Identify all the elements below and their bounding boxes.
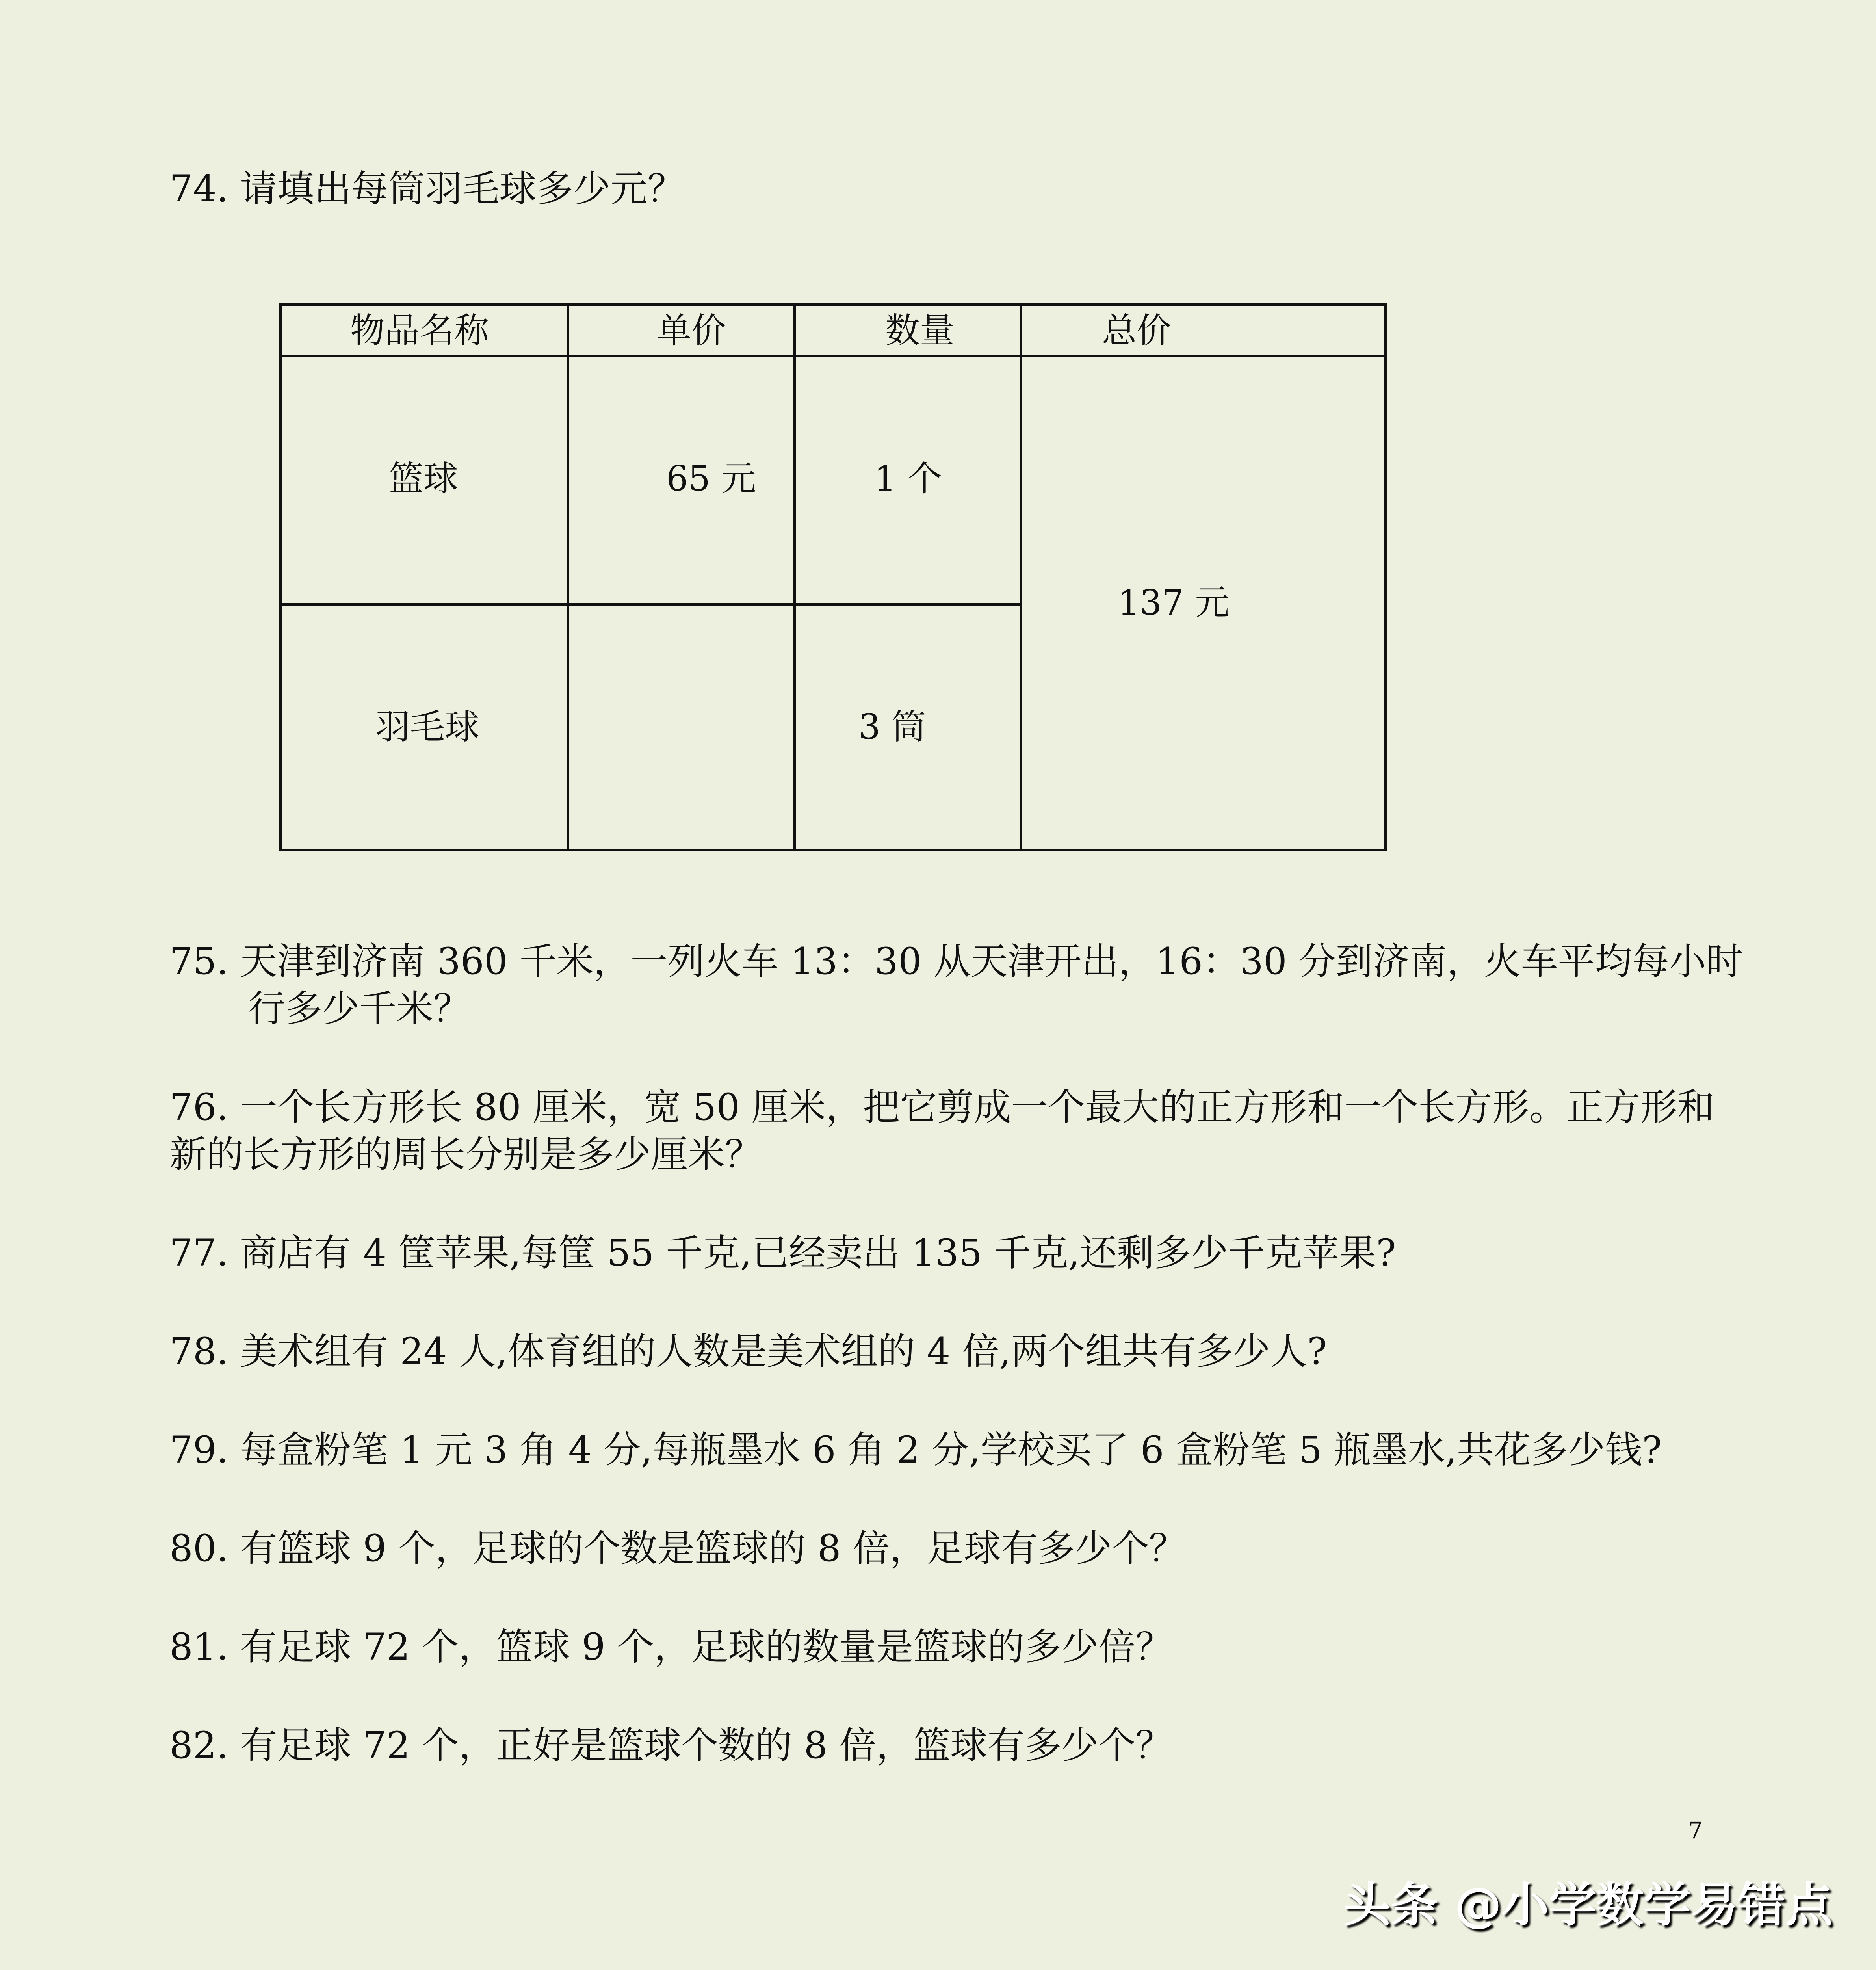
price-table xyxy=(279,303,1387,851)
question-76-line1: 76. 一个长方形长 80 厘米，宽 50 厘米，把它剪成一个最大的正方形和一个长方形。正方形和 xyxy=(169,1086,1715,1129)
question-82: 82. 有足球 72 个，正好是篮球个数的 8 倍，篮球有多少个？ xyxy=(169,1724,1173,1767)
header-price: 单价 xyxy=(656,310,726,351)
cell-total: 137 元 xyxy=(1118,582,1230,623)
col-divider xyxy=(1020,306,1022,849)
question-81: 81. 有足球 72 个，篮球 9 个，足球的数量是篮球的多少倍？ xyxy=(169,1626,1173,1669)
question-75-line1: 75. 天津到济南 360 千米，一列火车 13：30 从天津开出，16：30 分到济南，火车平均每小时 xyxy=(169,940,1743,983)
header-divider xyxy=(282,355,1384,357)
cell-qty: 1 个 xyxy=(874,458,942,499)
question-79: 79. 每盒粉笔 1 元 3 角 4 分,每瓶墨水 6 角 2 分,学校买了 6 盒粉笔 5 瓶墨水,共花多少钱? xyxy=(169,1429,1662,1472)
watermark: 头条 @小学数学易错点 xyxy=(1343,1878,1833,1933)
cell-name: 羽毛球 xyxy=(375,706,479,747)
question-78: 78. 美术组有 24 人,体育组的人数是美术组的 4 倍,两个组共有多少人? xyxy=(169,1330,1327,1373)
question-77: 77. 商店有 4 筐苹果,每筐 55 千克,已经卖出 135 千克,还剩多少千克苹果? xyxy=(169,1232,1396,1275)
question-76 xyxy=(169,1084,1876,1178)
cell-name: 篮球 xyxy=(388,458,458,499)
cell-qty: 3 筒 xyxy=(858,706,926,747)
col-divider xyxy=(793,306,796,849)
header-name: 物品名称 xyxy=(350,310,489,351)
col-divider xyxy=(567,306,569,849)
question-76-line2: 新的长方形的周长分别是多少厘米？ xyxy=(169,1133,762,1176)
header-total: 总价 xyxy=(1101,310,1171,351)
question-80: 80. 有篮球 9 个，足球的个数是篮球的 8 倍，足球有多少个？ xyxy=(169,1527,1186,1570)
header-qty: 数量 xyxy=(885,310,955,351)
question-75-line2: 行多少千米？ xyxy=(248,987,471,1030)
question-74: 74. 请填出每筒羽毛球多少元？ xyxy=(169,167,685,210)
question-75 xyxy=(169,938,1876,1033)
cell-price: 65 元 xyxy=(666,458,756,499)
row-divider xyxy=(282,603,1020,606)
page-number: 7 xyxy=(1688,1817,1703,1844)
